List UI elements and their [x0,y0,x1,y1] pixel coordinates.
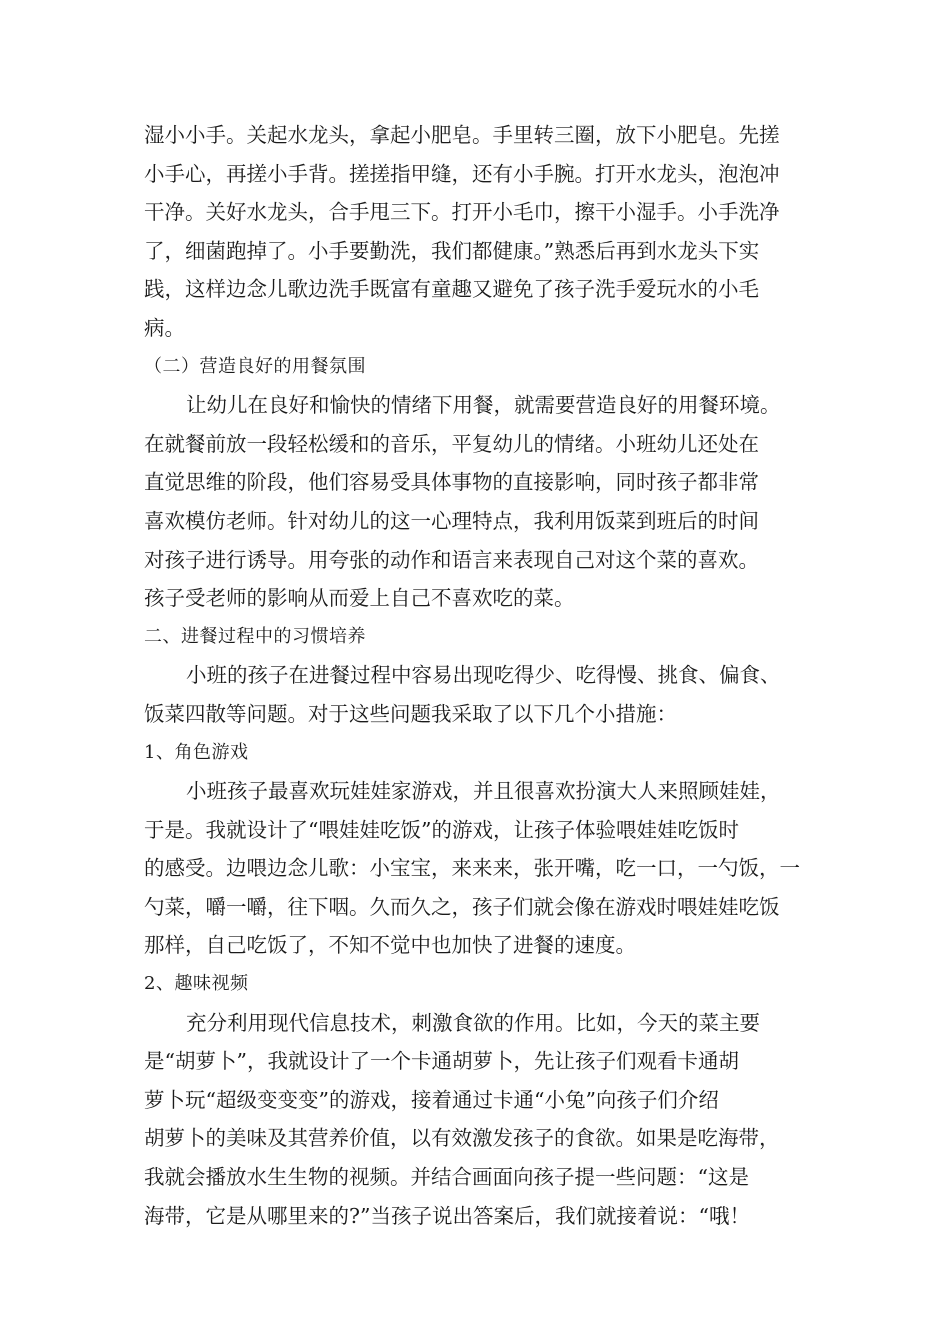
paragraph-line: 胡萝卜的美味及其营养价值，以有效激发孩子的食欲。如果是吃海带， [144,1126,780,1151]
paragraph-line: 直觉思维的阶段，他们容易受具体事物的直接影响，同时孩子都非常 [144,470,759,495]
paragraph-line: 小班的孩子在进餐过程中容易出现吃得少、吃得慢、挑食、偏食、 [186,663,781,688]
paragraph-line: 充分利用现代信息技术，刺激食欲的作用。比如，今天的菜主要 [186,1010,760,1035]
paragraph-line: 喜欢模仿老师。针对幼儿的这一心理特点，我利用饭菜到班后的时间 [144,508,759,533]
paragraph-line: 是“胡萝卜”，我就设计了一个卡通胡萝卜，先让孩子们观看卡通胡 [144,1049,739,1074]
paragraph-line: 病。 [144,315,185,340]
paragraph-line: 小班孩子最喜欢玩娃娃家游戏，并且很喜欢扮演大人来照顾娃娃， [186,779,781,804]
paragraph-line: 我就会播放水生生物的视频。并结合画面向孩子提一些问题：“这是 [144,1165,749,1190]
paragraph-line: 孩子受老师的影响从而爱上自己不喜欢吃的菜。 [144,586,575,611]
paragraph-line: 的感受。边喂边念儿歌：小宝宝，来来来，张开嘴，吃一口，一勺饭，一 [144,856,800,881]
section-heading: 1、角色游戏 [144,741,249,763]
paragraph-line: 小手心，再搓小手背。搓搓指甲缝，还有小手腕。打开水龙头，泡泡冲 [144,161,780,186]
paragraph-line: 了，细菌跑掉了。小手要勤洗，我们都健康。”熟悉后再到水龙头下实 [144,238,760,263]
section-heading: 二、进餐过程中的习惯培养 [144,625,366,647]
paragraph-line: 湿小小手。关起水龙头，拿起小肥皂。手里转三圈，放下小肥皂。先搓 [144,123,780,147]
section-heading: 2、趣味视频 [144,973,249,995]
paragraph-line: 饭菜四散等问题。对于这些问题我采取了以下几个小措施： [144,701,677,726]
document-body [144,116,824,1235]
paragraph-line: 于是。我就设计了“喂娃娃吃饭”的游戏，让孩子体验喂娃娃吃饭时 [144,817,739,842]
paragraph-line: 海带，它是从哪里来的?”当孩子说出答案后，我们就接着说：“哦！ [144,1203,750,1228]
paragraph-line: 在就餐前放一段轻松缓和的音乐，平复幼儿的情绪。小班幼儿还处在 [144,431,759,456]
paragraph-line: 勺菜，嚼一嚼，往下咽。久而久之，孩子们就会像在游戏时喂娃娃吃饭 [144,894,780,919]
section-heading: （二）营造良好的用餐氛围 [144,355,366,377]
paragraph-line: 那样，自己吃饭了，不知不觉中也加快了进餐的速度。 [144,933,636,958]
paragraph-line: 让幼儿在良好和愉快的情绪下用餐，就需要营造良好的用餐环境。 [186,393,781,418]
paragraph-line: 干净。关好水龙头，合手甩三下。打开小毛巾，擦干小湿手。小手洗净 [144,200,780,225]
paragraph-line: 萝卜玩“超级变变变”的游戏，接着通过卡通“小兔”向孩子们介绍 [144,1087,719,1112]
paragraph-line: 对孩子进行诱导。用夸张的动作和语言来表现自己对这个菜的喜欢。 [144,547,759,572]
paragraph-line: 践，这样边念儿歌边洗手既富有童趣又避免了孩子洗手爱玩水的小毛 [144,277,759,302]
